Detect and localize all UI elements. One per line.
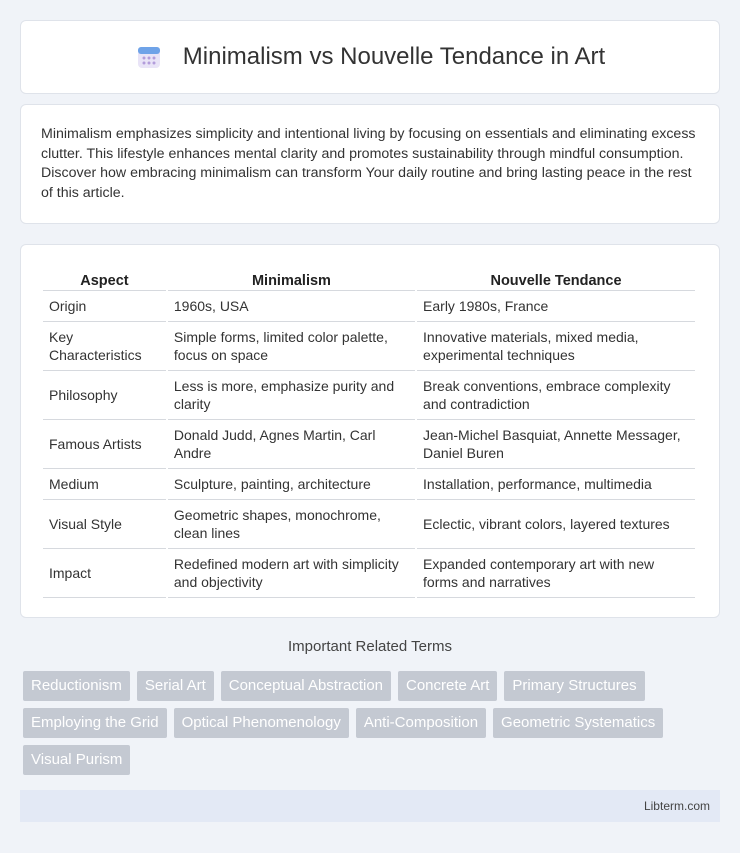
cell-minimalism: 1960s, USA xyxy=(168,291,415,322)
cell-minimalism: Geometric shapes, monochrome, clean lines xyxy=(168,500,415,549)
header-minimalism: Minimalism xyxy=(168,267,415,291)
related-terms-list xyxy=(23,671,713,782)
related-term-tag[interactable]: Concrete Art xyxy=(398,671,497,701)
cell-minimalism: Sculpture, painting, architecture xyxy=(168,469,415,500)
related-term-tag[interactable]: Visual Purism xyxy=(23,745,130,775)
cell-minimalism: Simple forms, limited color palette, focus on space xyxy=(168,322,415,371)
table-row xyxy=(43,549,695,598)
related-term-tag[interactable]: Primary Structures xyxy=(504,671,644,701)
cell-minimalism: Less is more, emphasize purity and clarity xyxy=(168,371,415,420)
table-row xyxy=(43,420,695,469)
related-term-tag[interactable]: Conceptual Abstraction xyxy=(221,671,391,701)
table-row xyxy=(43,322,695,371)
cell-aspect: Visual Style xyxy=(43,500,166,549)
cell-nouvelle: Installation, performance, multimedia xyxy=(417,469,695,500)
intro-card xyxy=(20,104,720,224)
comparison-card xyxy=(20,244,720,618)
cell-nouvelle: Innovative materials, mixed media, experimental techniques xyxy=(417,322,695,371)
cell-aspect: Medium xyxy=(43,469,166,500)
table-row xyxy=(43,371,695,420)
cell-aspect: Impact xyxy=(43,549,166,598)
table-row xyxy=(43,469,695,500)
cell-aspect: Famous Artists xyxy=(43,420,166,469)
related-term-tag[interactable]: Serial Art xyxy=(137,671,214,701)
related-term-tag[interactable]: Employing the Grid xyxy=(23,708,167,738)
cell-minimalism: Donald Judd, Agnes Martin, Carl Andre xyxy=(168,420,415,469)
cell-nouvelle: Expanded contemporary art with new forms and narratives xyxy=(417,549,695,598)
table-row xyxy=(43,291,695,322)
related-term-tag[interactable]: Reductionism xyxy=(23,671,130,701)
footer-brand-link[interactable]: Libterm.com xyxy=(643,799,710,813)
cell-aspect: Origin xyxy=(43,291,166,322)
footer xyxy=(20,790,720,822)
cell-nouvelle: Break conventions, embrace complexity and contradiction xyxy=(417,371,695,420)
header-aspect: Aspect xyxy=(43,267,166,291)
related-terms-title: Important Related Terms xyxy=(288,638,452,655)
related-term-tag[interactable]: Anti-Composition xyxy=(356,708,486,738)
table-row xyxy=(43,500,695,549)
header-nouvelle-tendance: Nouvelle Tendance xyxy=(417,267,695,291)
cell-nouvelle: Early 1980s, France xyxy=(417,291,695,322)
related-term-tag[interactable]: Optical Phenomenology xyxy=(174,708,349,738)
cell-nouvelle: Eclectic, vibrant colors, layered textures xyxy=(417,500,695,549)
header-card xyxy=(20,20,720,94)
cell-nouvelle: Jean-Michel Basquiat, Annette Messager, Daniel Buren xyxy=(417,420,695,469)
comparison-table xyxy=(41,267,697,598)
intro-text: Minimalism emphasizes simplicity and intentional living by focusing on essentials and eliminating excess clutter. This lifestyle enhances mental clarity and promotes sustainability through mindful consumption. Discover how embracing minimalism can transform Your daily routine and bring lasting peace in the rest of this article. xyxy=(41,126,696,201)
calendar-icon xyxy=(135,43,163,71)
page-title: Minimalism vs Nouvelle Tendance in Art xyxy=(182,43,606,70)
cell-minimalism: Redefined modern art with simplicity and objectivity xyxy=(168,549,415,598)
cell-aspect: Philosophy xyxy=(43,371,166,420)
table-header-row xyxy=(43,267,695,291)
cell-aspect: Key Characteristics xyxy=(43,322,166,371)
related-term-tag[interactable]: Geometric Systematics xyxy=(493,708,663,738)
